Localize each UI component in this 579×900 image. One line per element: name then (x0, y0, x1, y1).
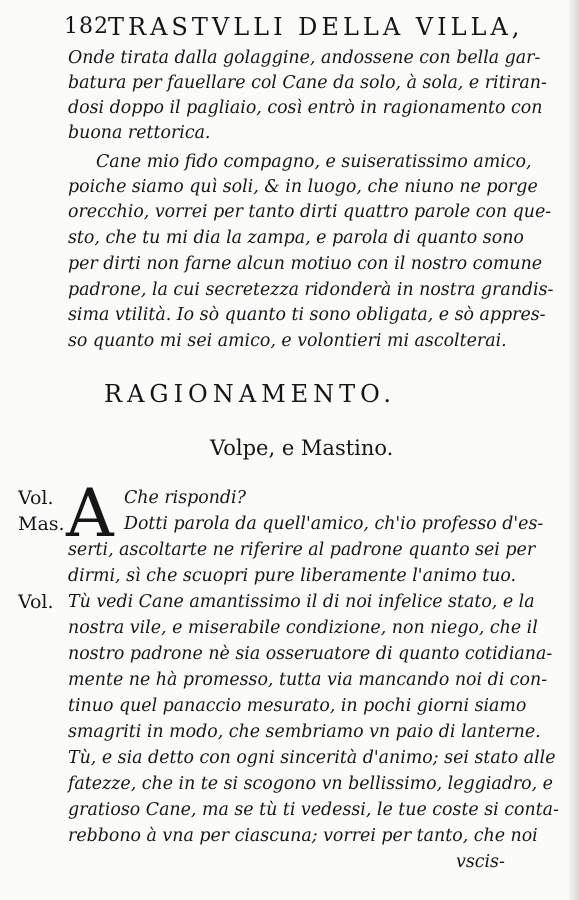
text-line: nostra vile, e miserabile condizione, non niego, che il (68, 618, 538, 638)
text-line: sima vtilità. Io sò quanto ti sono obligata, e sò appres- (68, 305, 546, 325)
page-number: 182 (64, 14, 109, 39)
text-line: serti, ascoltarte ne riferire al padrone quanto sei per (68, 540, 536, 560)
speaker-label: Vol. (18, 487, 54, 509)
page-header (64, 8, 569, 42)
text-line: dirmi, sì che scuopri pure liberamente l'animo tuo. (68, 566, 517, 586)
text-line: Cane mio fido compagno, e suiseratissimo amico, (96, 152, 532, 172)
text-line: mente ne hà promesso, tutta via mancando noi di con- (68, 670, 548, 690)
text-line: Che rispondi? (124, 488, 246, 508)
catchword: vscis- (456, 852, 505, 872)
text-line: batura per fauellare col Cane da solo, à sola, e ritiran- (68, 73, 547, 93)
text-line: so quanto mi sei amico, e volontieri mi ascolterai. (68, 331, 507, 351)
text-line: nostro padrone nè sia osseruatore di quanto cotidiana- (68, 644, 553, 664)
text-line: padrone, la cui secretezza ridonderà in nostra grandis- (68, 280, 554, 300)
text-line: fatezze, che in te si scogono vn bellissimo, leggiadro, e (68, 774, 553, 794)
text-line: gratioso Cane, ma se tù ti vedessi, le tue coste si conta- (68, 800, 559, 820)
text-line: dosi doppo il pagliaio, così entrò in ragionamento con (68, 98, 543, 118)
text-line: buona rettorica. (68, 123, 211, 143)
speaker-label: Vol. (18, 591, 54, 613)
text-line: tinuo quel panaccio mesurato, in pochi giorni siamo (68, 696, 527, 716)
drop-cap: A (66, 475, 114, 552)
text-line: Dotti parola da quell'amico, ch'io professo d'es- (124, 514, 544, 534)
text-line: smagriti in modo, che sembriamo vn paio di lanterne. (68, 722, 541, 742)
text-line: Tù, e sia detto con ogni sincerità d'animo; sei stato alle (68, 748, 556, 768)
speaker-label: Mas. (18, 513, 65, 535)
running-title: TRASTVLLI DELLA VILLA, (108, 13, 524, 41)
text-line: rebbono à vna per ciascuna; vorrei per tanto, che noi (68, 826, 538, 846)
text-line: sto, che tu mi dia la zampa, e parola di quanto sono (68, 228, 524, 248)
text-line: orecchio, vorrei per tanto dirti quattro parole con que- (68, 202, 552, 222)
text-line: poiche siamo quì soli, & in luogo, che niuno ne porge (68, 177, 538, 197)
page-edge (569, 0, 579, 900)
section-title: RAGIONAMENTO. (104, 380, 397, 408)
text-line: Tù vedi Cane amantissimo il di noi infelice stato, e la (68, 592, 535, 612)
text-line: Onde tirata dalla golaggine, andossene con bella gar- (68, 48, 541, 68)
section-subtitle: Volpe, e Mastino. (210, 436, 394, 460)
text-line: per dirti non farne alcun motiuo con il nostro comune (68, 254, 543, 274)
